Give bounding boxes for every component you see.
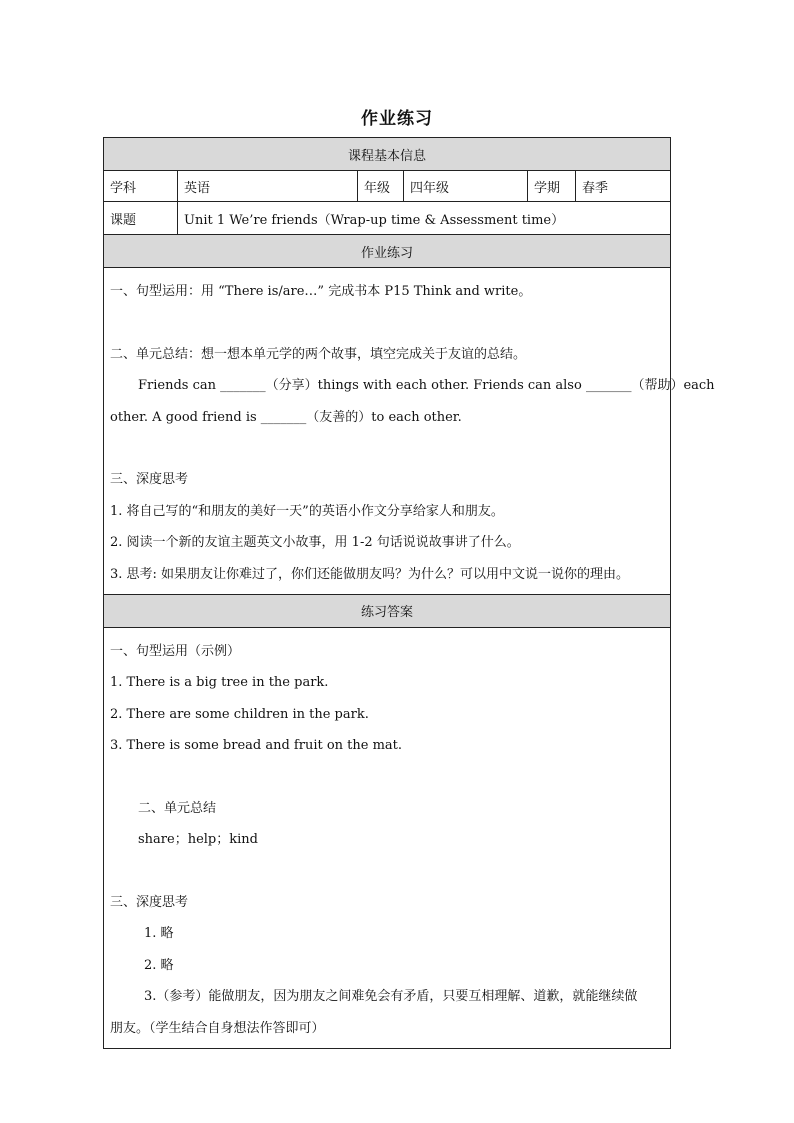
answer-3-item-2: 2. 略	[144, 957, 174, 973]
homework-item-3: 3. 思考: 如果朋友让你难过了，你们还能做朋友吗？为什么？可以用中文说一说你的理由。	[110, 566, 630, 582]
answer-1-item-3: 3. There is some bread and fruit on the mat.	[110, 738, 403, 754]
answer-section-1: 一、句型运用（示例）	[110, 643, 241, 659]
answer-section-3: 三、深度思考	[110, 895, 189, 911]
page-title: 作业练习	[361, 109, 433, 129]
answers-header: 练习答案	[104, 594, 671, 627]
homework-fill-line-2: other. A good friend is _______（友善的）to each other.	[110, 409, 462, 425]
topic-label: 课题	[104, 202, 178, 235]
answer-3-item-1: 1. 略	[144, 926, 174, 942]
homework-item-2: 2. 阅读一个新的友谊主题英文小故事，用 1-2 句话说说故事讲了什么。	[110, 535, 520, 551]
answers-body	[104, 627, 671, 1048]
answer-2-text: share；help；kind	[138, 832, 258, 848]
answer-1-item-2: 2. There are some children in the park.	[110, 706, 369, 722]
term-value: 春季	[576, 171, 671, 202]
subject-label: 学科	[104, 171, 178, 202]
grade-value: 四年级	[404, 171, 528, 202]
answer-section-2: 二、单元总结	[138, 800, 217, 816]
term-label: 学期	[528, 171, 576, 202]
homework-fill-line-1: Friends can _______（分享）things with each other. Friends can also _______（帮助）each	[138, 378, 715, 394]
homework-table	[103, 137, 715, 1049]
homework-item-1: 1. 将自己写的“和朋友的美好一天”的英语小作文分享给家人和朋友。	[110, 503, 504, 519]
homework-header: 作业练习	[104, 235, 671, 268]
topic-value: Unit 1 We’re friends（Wrap-up time & Assessment time）	[178, 202, 671, 235]
answer-1-item-1: 1. There is a big tree in the park.	[110, 675, 329, 691]
homework-body	[104, 268, 715, 595]
subject-value: 英语	[178, 171, 358, 202]
answer-3-item-3-line-1: 3.（参考）能做朋友，因为朋友之间难免会有矛盾，只要互相理解、道歉，就能继续做	[144, 989, 638, 1005]
homework-section-2: 二、单元总结：想一想本单元学的两个故事，填空完成关于友谊的总结。	[110, 346, 527, 362]
course-info-header: 课程基本信息	[104, 138, 671, 171]
answer-3-item-3-line-2: 朋友。（学生结合自身想法作答即可）	[110, 1020, 325, 1036]
grade-label: 年级	[358, 171, 404, 202]
homework-section-3: 三、深度思考	[110, 472, 189, 488]
homework-section-1: 一、句型运用：用 “There is/are…” 完成书本 P15 Think and write。	[110, 284, 532, 299]
